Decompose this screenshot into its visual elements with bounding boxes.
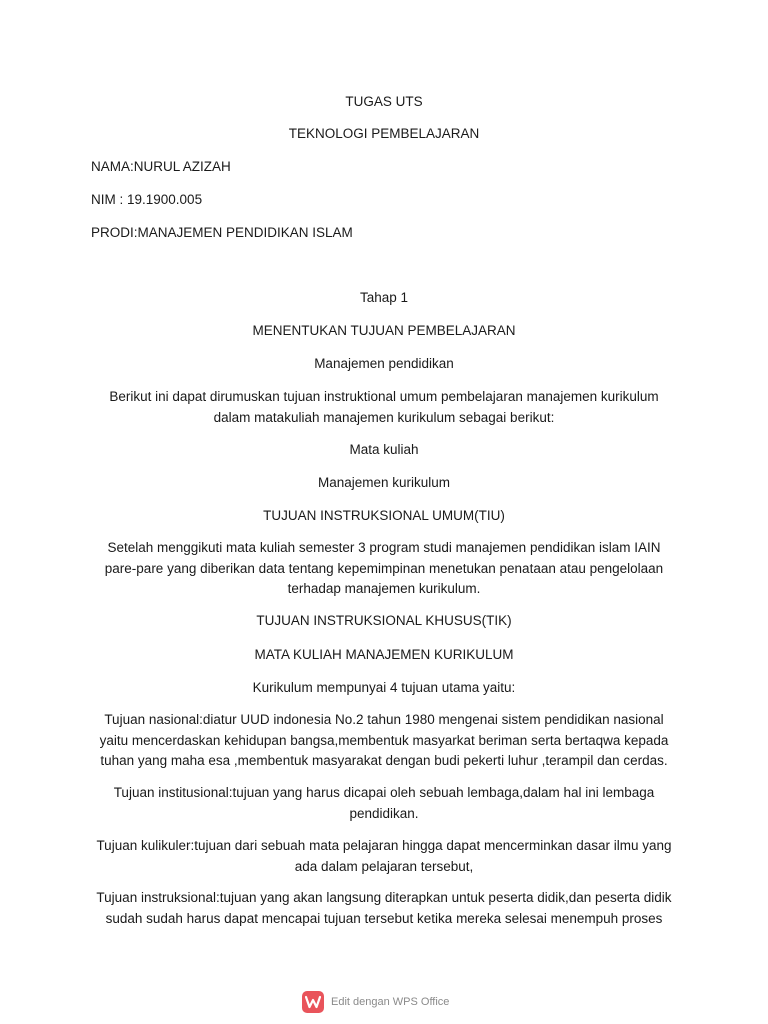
stage-heading: MENENTUKAN TUJUAN PEMBELAJARAN xyxy=(252,323,516,338)
goal-institutional-paragraph: Tujuan institusional:tujuan yang harus dicapai oleh sebuah lembaga,dalam hal ini lembaga pendidikan. xyxy=(113,785,655,821)
wps-office-icon xyxy=(302,991,324,1013)
wps-edit-link[interactable] xyxy=(302,990,449,1014)
goal-instructional-paragraph: Tujuan instruksional:tujuan yang akan langsung diterapkan untuk peserta didik,dan peserta didik sudah sudah harus dapat mencapai tujuan tersebut ketika mereka selesai menempuh proses xyxy=(96,890,672,926)
topic-line: Manajemen pendidikan xyxy=(314,356,454,371)
tik-intro: Kurikulum mempunyai 4 tujuan utama yaitu: xyxy=(252,680,516,695)
tik-course: MATA KULIAH MANAJEMEN KURIKULUM xyxy=(254,647,514,662)
tiu-paragraph: Setelah menggikuti mata kuliah semester 3 program studi manajemen pendidikan islam IAIN pare-pare yang diberikan data tentang kepemimpinan menetukan penataan atau pengelolaan terhadap manajemen kurikulum. xyxy=(104,540,664,596)
student-nim: NIM : 19.1900.005 xyxy=(91,192,203,207)
stage-label: Tahap 1 xyxy=(359,290,409,305)
student-prodi: PRODI:MANAJEMEN PENDIDIKAN ISLAM xyxy=(91,225,353,240)
tiu-heading: TUJUAN INSTRUKSIONAL UMUM(TIU) xyxy=(263,508,505,523)
goal-curricular-paragraph: Tujuan kulikuler:tujuan dari sebuah mata pelajaran hingga dapat mencerminkan dasar ilmu yang ada dalam pelajaran tersebut, xyxy=(96,838,672,874)
goal-national-paragraph: Tujuan nasional:diatur UUD indonesia No.2 tahun 1980 mengenai sistem pendidikan nasional yaitu mencerdaskan kehidupan bangsa,membentuk masyarkat beriman serta bertaqwa kepada tuhan yang maha esa ,membentuk masyarakat dengan budi pekerti luhur ,terampil dan cerdas. xyxy=(99,712,669,768)
student-name: NAMA:NURUL AZIZAH xyxy=(91,159,231,174)
subject-title: TEKNOLOGI PEMBELAJARAN xyxy=(288,126,480,141)
course-label: Mata kuliah xyxy=(349,442,419,457)
tik-heading: TUJUAN INSTRUKSIONAL KHUSUS(TIK) xyxy=(256,613,512,628)
wps-edit-label: Edit dengan WPS Office xyxy=(331,996,450,1008)
document-title: TUGAS UTS xyxy=(345,94,423,109)
intro-paragraph: Berikut ini dapat dirumuskan tujuan instruktional umum pembelajaran manajemen kurikulum dalam matakuliah manajemen kurikulum sebagai berikut: xyxy=(109,389,659,425)
course-name: Manajemen kurikulum xyxy=(317,475,451,490)
